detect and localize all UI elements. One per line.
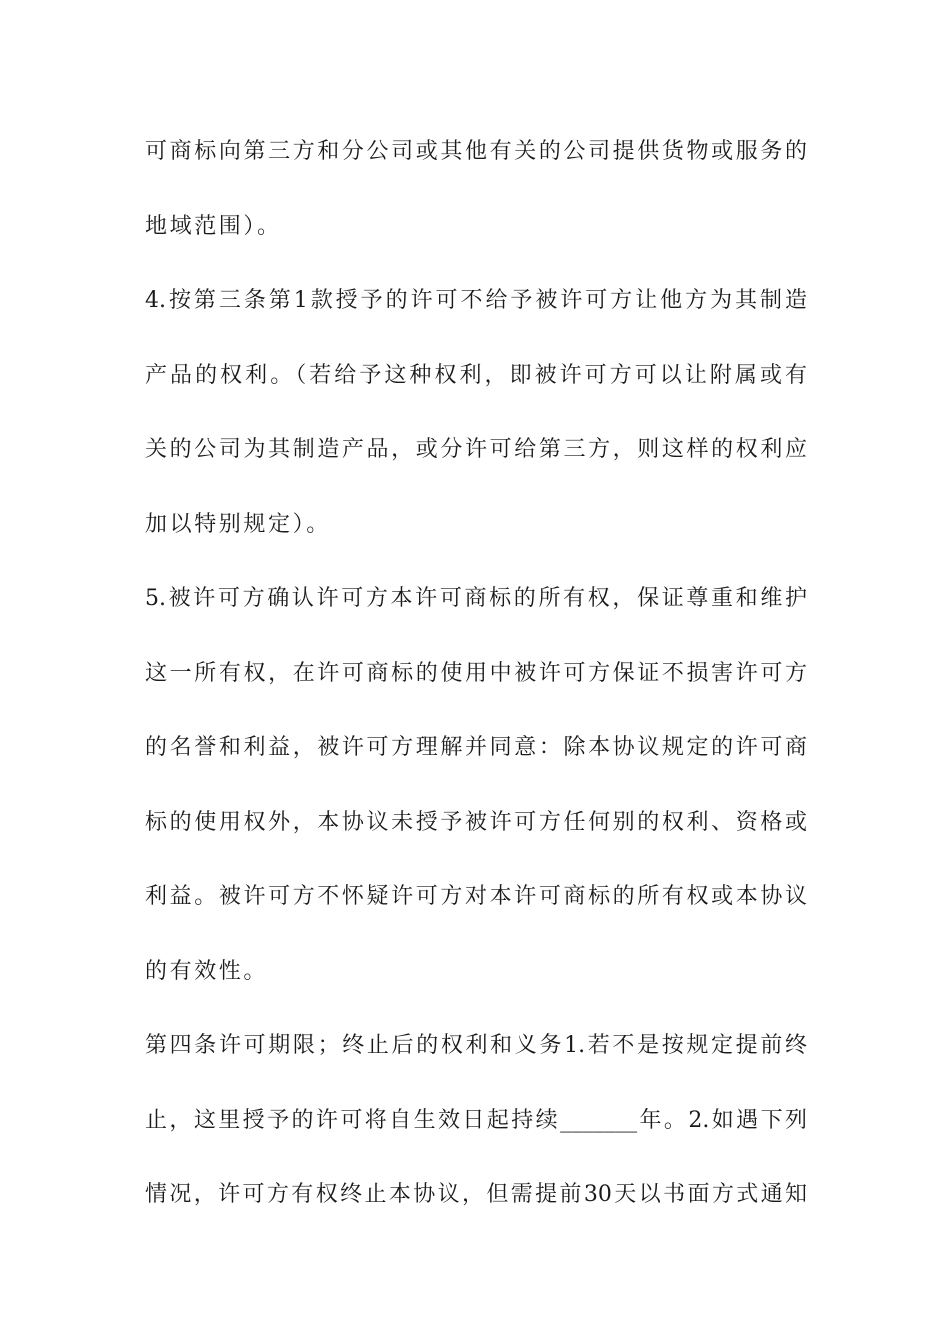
text-line: 产品的权利。（若给予这种权利，即被许可方可以让附属或有 bbox=[145, 362, 807, 388]
text-line: 4.按第三条第1款授予的许可不给予被许可方让他方为其制造 bbox=[145, 288, 807, 313]
text-line: 可商标向第三方和分公司或其他有关的公司提供货物或服务的 bbox=[145, 139, 807, 164]
text-line: 止，这里授予的许可将自生效日起持续_______年。2.如遇下列 bbox=[145, 1107, 807, 1133]
text-line: 情况，许可方有权终止本协议，但需提前30天以书面方式通知 bbox=[145, 1182, 807, 1207]
text-line: 5.被许可方确认许可方本许可商标的所有权，保证尊重和维护 bbox=[145, 586, 807, 611]
text-line: 第四条许可期限；终止后的权利和义务1.若不是按规定提前终 bbox=[145, 1033, 807, 1058]
text-line: 加以特别规定）。 bbox=[145, 511, 331, 537]
text-line: 这一所有权，在许可商标的使用中被许可方保证不损害许可方 bbox=[145, 660, 807, 686]
text-line: 关的公司为其制造产品，或分许可给第三方，则这样的权利应 bbox=[145, 437, 807, 462]
document-body bbox=[145, 128, 807, 1246]
text-line: 的名誉和利益，被许可方理解并同意：除本协议规定的许可商 bbox=[145, 735, 807, 760]
text-line: 地域范围）。 bbox=[145, 213, 282, 239]
text-line: 利益。被许可方不怀疑许可方对本许可商标的所有权或本协议 bbox=[145, 884, 807, 909]
text-line: 标的使用权外，本协议未授予被许可方任何别的权利、资格或 bbox=[145, 809, 807, 835]
text-line: 的有效性。 bbox=[145, 958, 269, 984]
